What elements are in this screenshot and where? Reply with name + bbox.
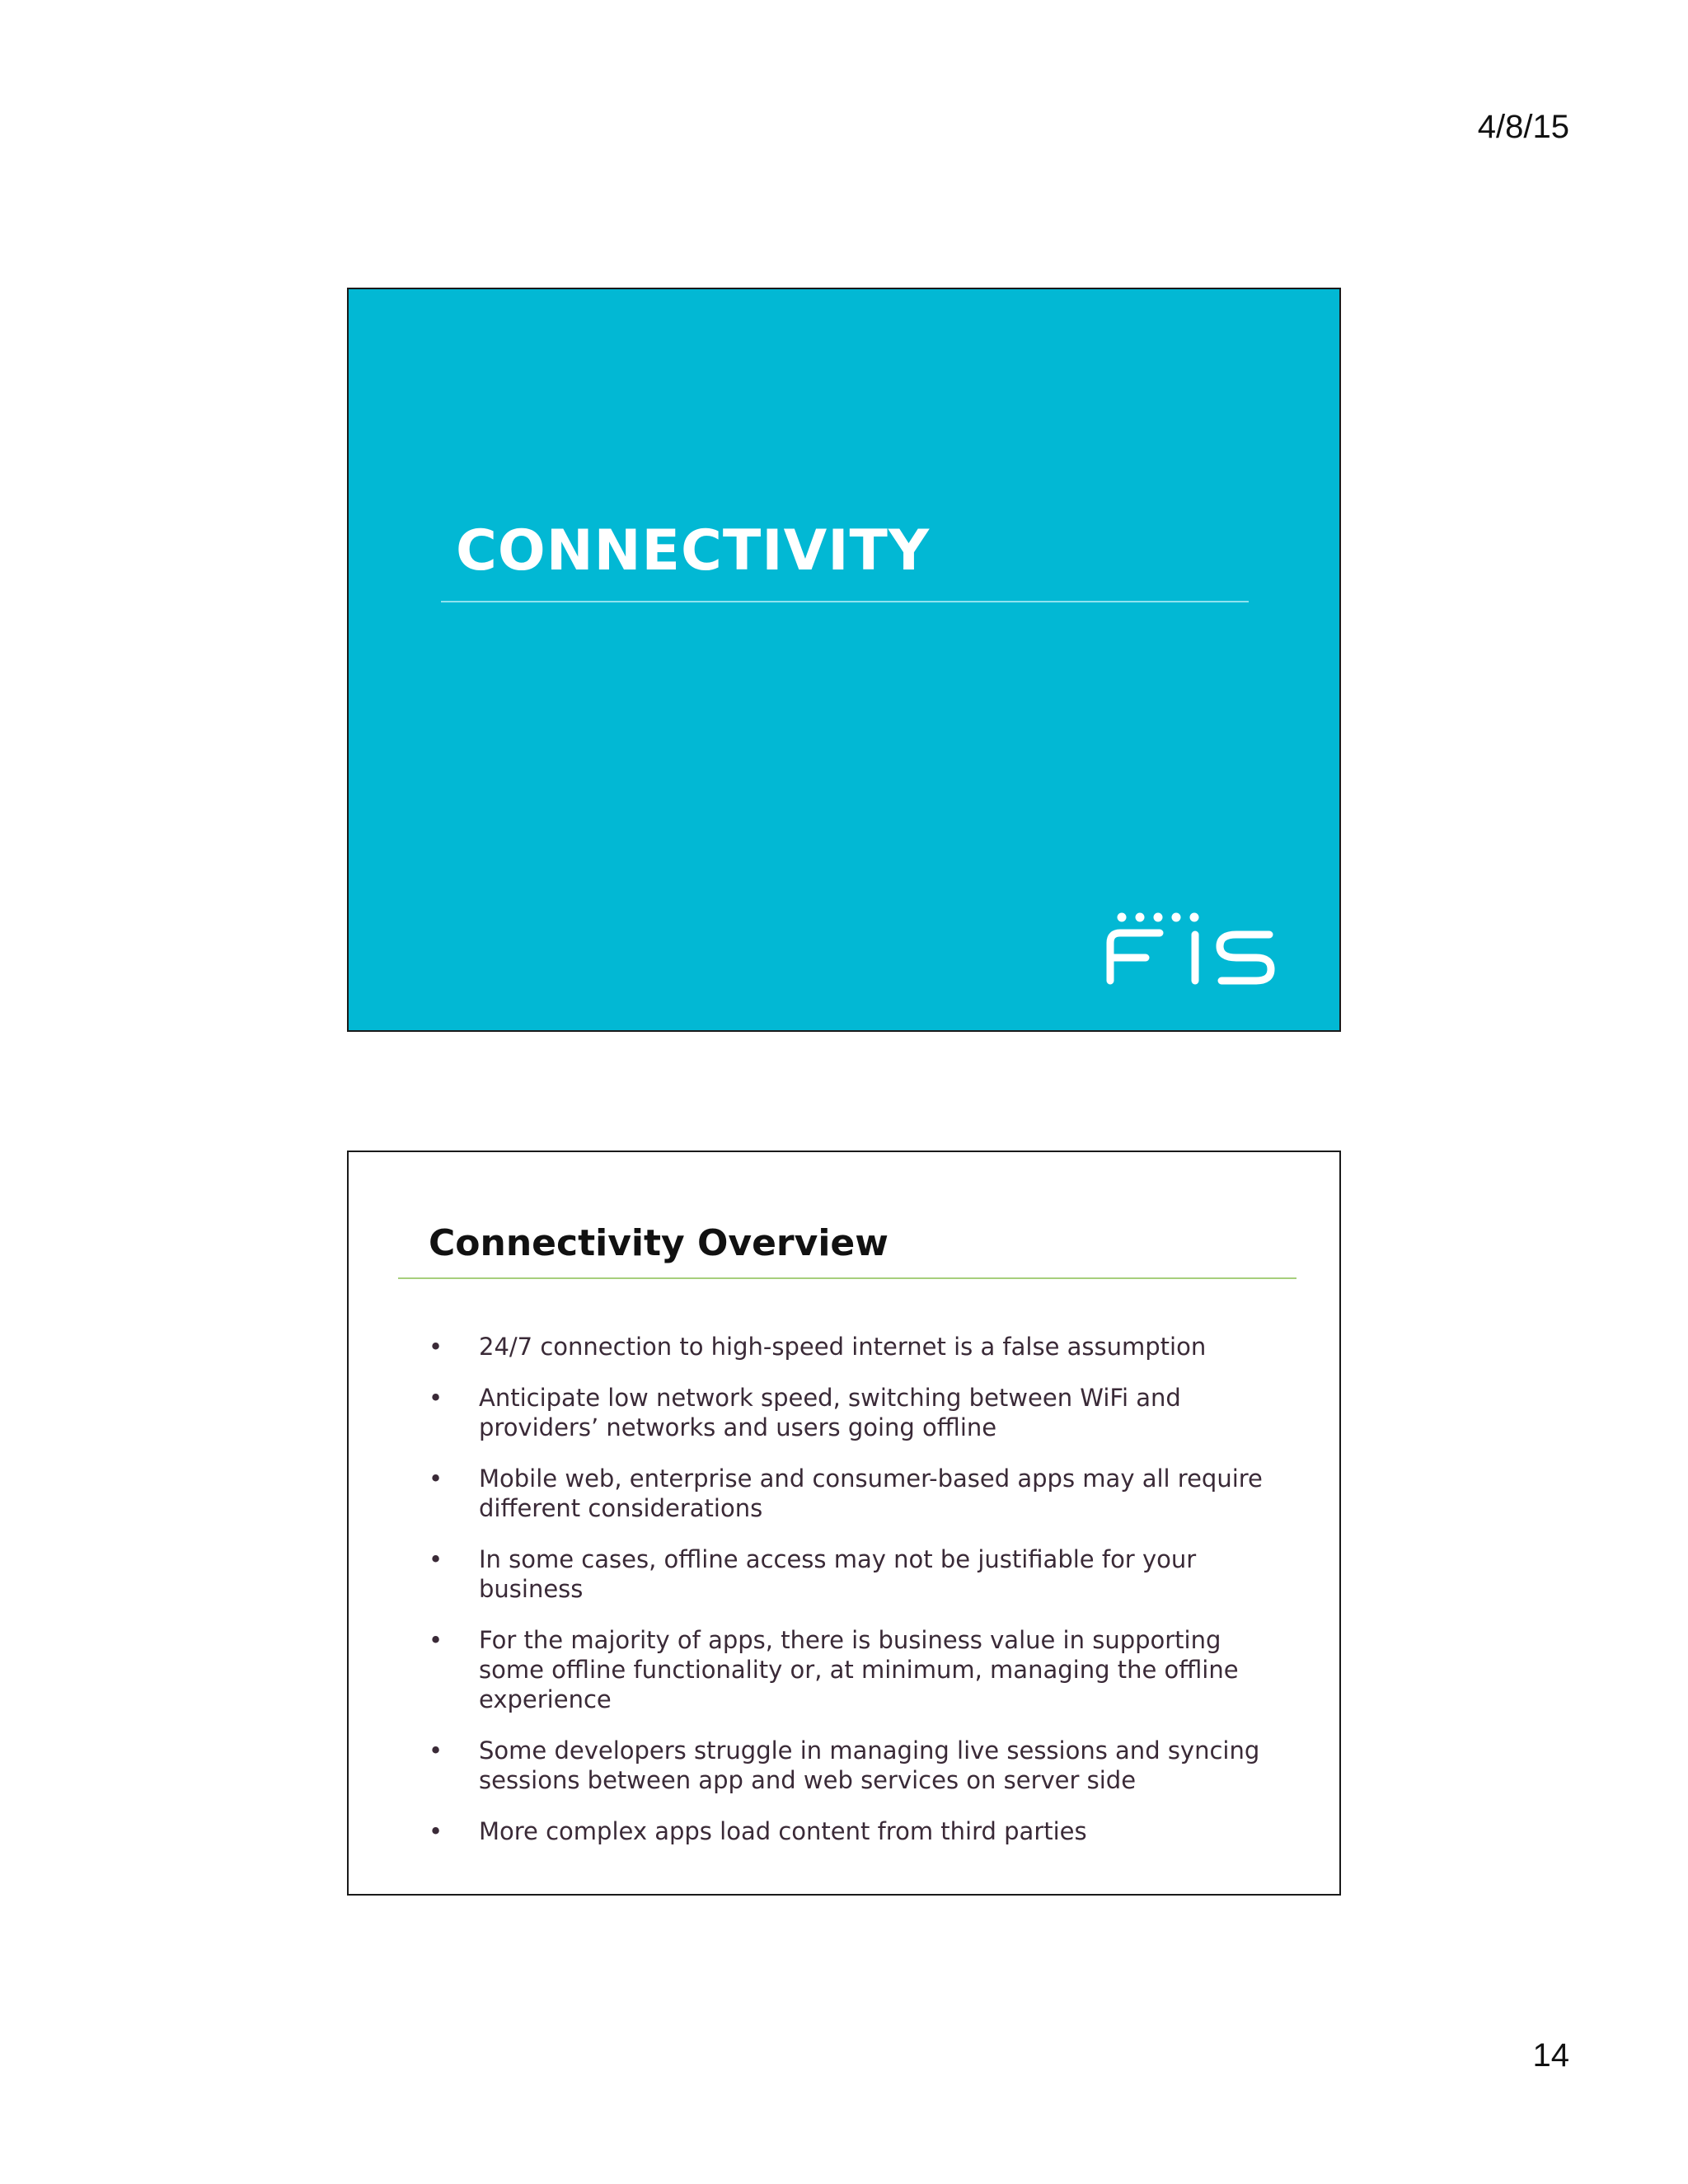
list-item-text: Mobile web, enterprise and consumer-based apps may all require different considerations [479,1465,1263,1522]
list-item-text: Some developers struggle in managing live sessions and syncing sessions between app and web services on server side [479,1736,1260,1794]
bullet-icon: • [429,1817,443,1845]
list-item [429,1464,1286,1523]
list-item [429,1332,1286,1361]
page-number: 14 [1532,2037,1569,2074]
bullet-icon: • [429,1333,443,1361]
title-slide [347,288,1341,1032]
bullet-icon: • [429,1545,443,1573]
page-date: 4/8/15 [1477,109,1569,145]
heading-divider [398,1277,1296,1279]
slide-heading: Connectivity Overview [429,1222,889,1264]
list-item-text: Anticipate low network speed, switching between WiFi and providers’ networks and users going offline [479,1384,1181,1441]
overview-slide [347,1151,1341,1896]
list-item [429,1816,1286,1846]
bullet-list [429,1332,1286,1868]
bullet-icon: • [429,1384,443,1412]
title-divider [441,601,1249,602]
fis-logo [1106,912,1279,994]
list-item-text: In some cases, offline access may not be justifiable for your business [479,1545,1197,1603]
bullet-icon: • [429,1736,443,1765]
slide-title: CONNECTIVITY [456,518,931,583]
list-item [429,1544,1286,1604]
list-item [429,1736,1286,1795]
bullet-icon: • [429,1626,443,1654]
list-item [429,1383,1286,1442]
list-item-text: 24/7 connection to high-speed internet is a false assumption [479,1333,1207,1361]
list-item-text: More complex apps load content from third parties [479,1817,1087,1845]
list-item-text: For the majority of apps, there is business value in supporting some offline functionality or, at minimum, managing the offline experience [479,1626,1239,1713]
list-item [429,1625,1286,1714]
bullet-icon: • [429,1465,443,1493]
